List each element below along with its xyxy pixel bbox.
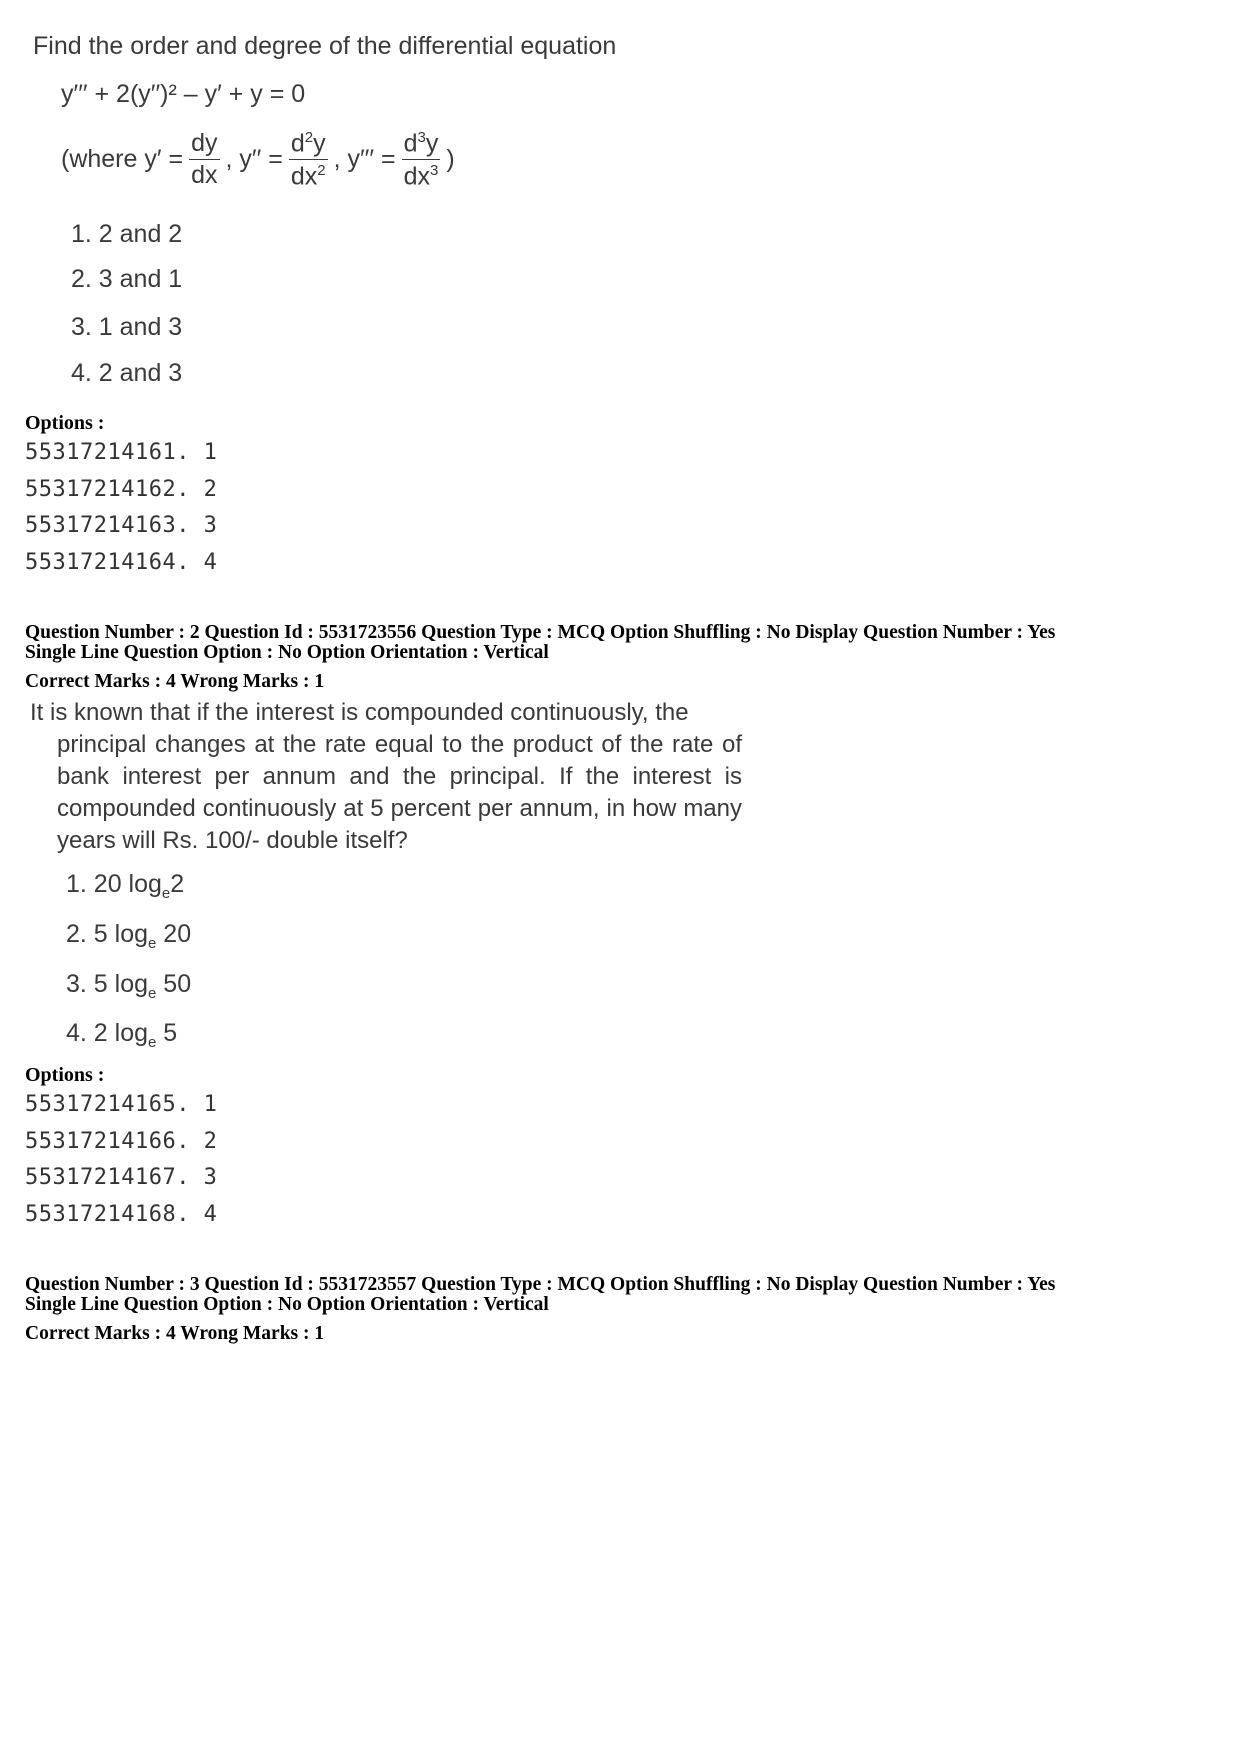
q1-options-label: Options : [25, 412, 105, 434]
fraction-denominator: dx [191, 161, 218, 190]
q2-choice-2: 2. 5 $\log_e 20$ [66, 920, 192, 952]
q1-equation: y′′′ + 2(y′′)² – y′ + y = 0 [61, 80, 306, 108]
fraction-d2y-dx2 [289, 130, 328, 190]
q2-question-continuation: principal changes at the rate equal to the product of the rate of bank interest per annum and the principal. If the interest is compounded continuously at 5 percent per annum, in how many years will Rs. 100/- double itself? [57, 731, 742, 854]
where-open-text: (where y′ = [61, 145, 184, 174]
q3-meta-line-2: Single Line Question Option : No Option Orientation : Vertical [25, 1294, 549, 1315]
fraction-d3y-dx3 [402, 130, 441, 190]
fraction-denominator: $dx^2$ [290, 162, 326, 191]
q1-derivative-definitions [61, 130, 455, 190]
fraction-numerator: dy [189, 131, 219, 160]
q2-question-first-line: It is known that if the interest is compounded continuously, the [30, 699, 689, 726]
q2-option-id-1: 55317214165. 1 [25, 1092, 218, 1117]
fraction-dy-dx [189, 131, 219, 188]
q1-option-id-2: 55317214162. 2 [25, 477, 218, 502]
q2-question-text [30, 697, 742, 857]
q1-question-text: Find the order and degree of the differential equation [33, 32, 617, 60]
q2-meta-line-1: Question Number : 2 Question Id : 5531723556 Question Type : MCQ Option Shuffling : No Display Question Number : Yes [25, 622, 1056, 643]
q2-options-label: Options : [25, 1064, 105, 1086]
q2-choice-4: 4. 2 $\log_e 5$ [66, 1019, 178, 1051]
fraction-numerator: $d^3y$ [402, 130, 441, 160]
q2-option-id-2: 55317214166. 2 [25, 1129, 218, 1154]
q2-choice-3: 3. 5 $\log_e 50$ [66, 970, 192, 1002]
q1-option-id-3: 55317214163. 3 [25, 513, 218, 538]
q2-meta-line-2: Single Line Question Option : No Option Orientation : Vertical [25, 642, 549, 663]
where-mid-text-2: , y′′′ = [333, 145, 396, 174]
q2-option-id-3: 55317214167. 3 [25, 1165, 218, 1190]
q1-choice-3: 3. 1 and 3 [71, 313, 183, 341]
where-mid-text-1: , y′′ = [225, 145, 283, 174]
fraction-numerator: $d^2y$ [289, 130, 328, 160]
q2-option-id-4: 55317214168. 4 [25, 1202, 218, 1227]
q1-option-id-1: 55317214161. 1 [25, 440, 218, 465]
q3-marks: Correct Marks : 4 Wrong Marks : 1 [25, 1323, 325, 1344]
where-close-text: ) [446, 145, 455, 174]
q1-choice-2: 2. 3 and 1 [71, 265, 183, 293]
q1-choice-1: 1. 2 and 2 [71, 220, 183, 248]
q2-marks: Correct Marks : 4 Wrong Marks : 1 [25, 671, 325, 692]
q3-meta-line-1: Question Number : 3 Question Id : 5531723557 Question Type : MCQ Option Shuffling : No Display Question Number : Yes [25, 1274, 1056, 1295]
q1-choice-4: 4. 2 and 3 [71, 359, 183, 387]
q2-choice-1: 1. 20 $\log_e2$ [66, 870, 185, 902]
fraction-denominator: $dx^3$ [403, 162, 439, 191]
q1-option-id-4: 55317214164. 4 [25, 550, 218, 575]
